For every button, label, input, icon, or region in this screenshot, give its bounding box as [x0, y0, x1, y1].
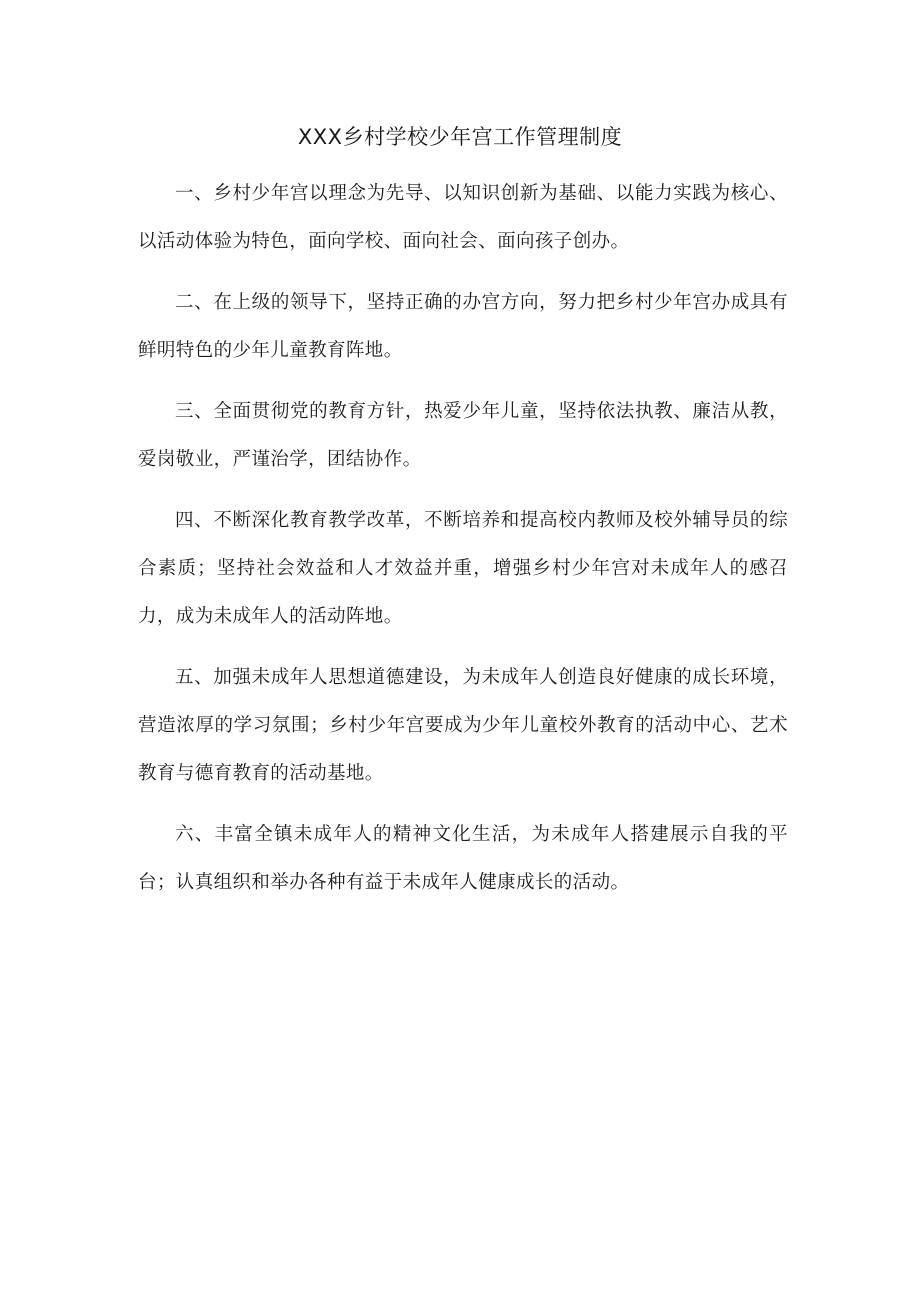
paragraph-3: 三、全面贯彻党的教育方针，热爱少年儿童，坚持依法执教、廉洁从教，爱岗敬业，严谨治学，团结协作。	[138, 401, 788, 470]
paragraph-2: 二、在上级的领导下，坚持正确的办宫方向，努力把乡村少年宫办成具有鲜明特色的少年儿童教育阵地。	[138, 292, 788, 361]
paragraph-6: 六、丰富全镇未成年人的精神文化生活，为未成年人搭建展示自我的平台；认真组织和举办各种有益于未成年人健康成长的活动。	[138, 824, 788, 893]
paragraph-4: 四、不断深化教育教学改革，不断培养和提高校内教师及校外辅导员的综合素质；坚持社会效益和人才效益并重，增强乡村少年宫对未成年人的感召力，成为未成年人的活动阵地。	[138, 510, 788, 627]
paragraph-1: 一、乡村少年宫以理念为先导、以知识创新为基础、以能力实践为核心、以活动体验为特色，面向学校、面向社会、面向孩子创办。	[138, 183, 788, 252]
document-body	[138, 170, 788, 920]
paragraph-5: 五、加强未成年人思想道德建设，为未成年人创造良好健康的成长环境，营造浓厚的学习氛围；乡村少年宫要成为少年儿童校外教育的活动中心、艺术教育与德育教育的活动基地。	[138, 667, 788, 784]
document-title: XXX乡村学校少年宫工作管理制度	[297, 125, 623, 149]
